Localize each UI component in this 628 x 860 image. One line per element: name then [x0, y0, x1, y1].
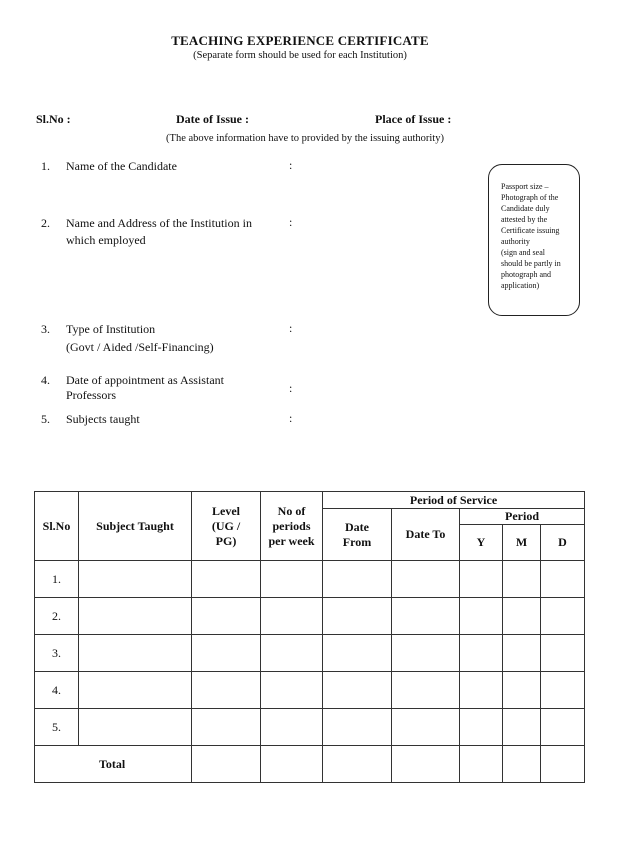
photo-instruction-line: application) [501, 281, 540, 290]
cell[interactable] [192, 598, 261, 635]
cell[interactable] [261, 672, 323, 709]
header-level: Level (UG / PG) [192, 492, 261, 561]
total-row [35, 746, 585, 783]
cell[interactable] [192, 709, 261, 746]
cell[interactable] [541, 635, 585, 672]
field-label: Date of appointment as Assistant [66, 373, 224, 387]
field-label: Name and Address of the Institution in [66, 216, 252, 230]
cell[interactable] [503, 746, 541, 783]
cell[interactable] [460, 598, 503, 635]
header-sl-no: Sl.No [35, 492, 79, 561]
document-subtitle: (Separate form should be used for each Institution) [193, 50, 407, 61]
field-label-line2: Professors [66, 388, 116, 402]
cell[interactable] [79, 561, 192, 598]
row-number: 4. [35, 672, 79, 709]
header-date-to: Date To [392, 509, 460, 561]
row-number: 1. [35, 561, 79, 598]
header-subject-taught: Subject Taught [79, 492, 192, 561]
field-number: 4. [41, 373, 50, 387]
photo-instruction-line: (sign and seal [501, 248, 545, 257]
cell[interactable] [392, 709, 460, 746]
table-row [35, 635, 585, 672]
date-of-issue-label: Date of Issue : [176, 112, 249, 126]
photo-instruction-line: should be partly in [501, 259, 561, 268]
field-label-line2: (Govt / Aided /Self-Financing) [66, 340, 214, 354]
cell[interactable] [503, 672, 541, 709]
cell[interactable] [460, 709, 503, 746]
cell[interactable] [392, 598, 460, 635]
header-years: Y [460, 525, 503, 561]
field-colon: : [289, 215, 293, 229]
document-title: TEACHING EXPERIENCE CERTIFICATE [171, 33, 429, 48]
passport-photo-box [488, 164, 580, 316]
table-row [35, 709, 585, 746]
cell[interactable] [392, 746, 460, 783]
cell[interactable] [323, 672, 392, 709]
cell[interactable] [79, 598, 192, 635]
row-number: 3. [35, 635, 79, 672]
header-days: D [541, 525, 585, 561]
row-number: 2. [35, 598, 79, 635]
field-number: 5. [41, 412, 50, 426]
cell[interactable] [323, 598, 392, 635]
cell[interactable] [261, 561, 323, 598]
cell[interactable] [79, 672, 192, 709]
field-number: 1. [41, 159, 50, 173]
field-label: Subjects taught [66, 412, 140, 426]
cell[interactable] [261, 598, 323, 635]
photo-instruction-line: photograph and [501, 270, 551, 279]
field-number: 2. [41, 216, 50, 230]
cell[interactable] [192, 746, 261, 783]
cell[interactable] [261, 709, 323, 746]
cell[interactable] [503, 598, 541, 635]
header-period-of-service: Period of Service [323, 492, 585, 509]
cell[interactable] [261, 746, 323, 783]
field-label: Name of the Candidate [66, 159, 177, 173]
cell[interactable] [541, 746, 585, 783]
cell[interactable] [541, 598, 585, 635]
field-label: Type of Institution [66, 322, 156, 336]
cell[interactable] [503, 709, 541, 746]
cell[interactable] [323, 561, 392, 598]
cell[interactable] [392, 635, 460, 672]
row-number: 5. [35, 709, 79, 746]
cell[interactable] [460, 561, 503, 598]
photo-instruction-line: Candidate duly [501, 204, 550, 213]
issuing-authority-note: (The above information have to provided by the issuing authority) [166, 133, 444, 144]
cell[interactable] [503, 635, 541, 672]
place-of-issue-label: Place of Issue : [375, 112, 452, 126]
cell[interactable] [541, 672, 585, 709]
field-number: 3. [41, 322, 50, 336]
service-table [34, 491, 585, 783]
photo-instruction-line: Photograph of the [501, 193, 559, 202]
cell[interactable] [392, 561, 460, 598]
photo-instruction-line: authority [501, 237, 530, 246]
cell[interactable] [323, 709, 392, 746]
table-row [35, 598, 585, 635]
cell[interactable] [323, 635, 392, 672]
field-colon: : [289, 321, 293, 335]
field-colon: : [289, 381, 293, 395]
table-row [35, 561, 585, 598]
cell[interactable] [460, 672, 503, 709]
sl-no-label: Sl.No : [36, 112, 71, 126]
field-colon: : [289, 411, 293, 425]
cell[interactable] [323, 746, 392, 783]
table-row [35, 672, 585, 709]
cell[interactable] [503, 561, 541, 598]
header-date-from: Date From [323, 509, 392, 561]
header-periods-per-week: No of periods per week [261, 492, 323, 561]
total-label: Total [35, 746, 192, 783]
cell[interactable] [79, 709, 192, 746]
cell[interactable] [192, 635, 261, 672]
cell[interactable] [460, 635, 503, 672]
field-label-line2: which employed [66, 233, 146, 247]
header-months: M [503, 525, 541, 561]
header-period: Period [460, 509, 585, 525]
cell[interactable] [541, 709, 585, 746]
photo-instruction-line: Certificate issuing [501, 226, 560, 235]
field-colon: : [289, 158, 293, 172]
cell[interactable] [261, 635, 323, 672]
cell[interactable] [79, 635, 192, 672]
photo-instruction-line: Passport size – [501, 182, 549, 191]
cell[interactable] [460, 746, 503, 783]
cell[interactable] [192, 672, 261, 709]
cell[interactable] [192, 561, 261, 598]
cell[interactable] [541, 561, 585, 598]
photo-instruction-line: attested by the [501, 215, 548, 224]
cell[interactable] [392, 672, 460, 709]
